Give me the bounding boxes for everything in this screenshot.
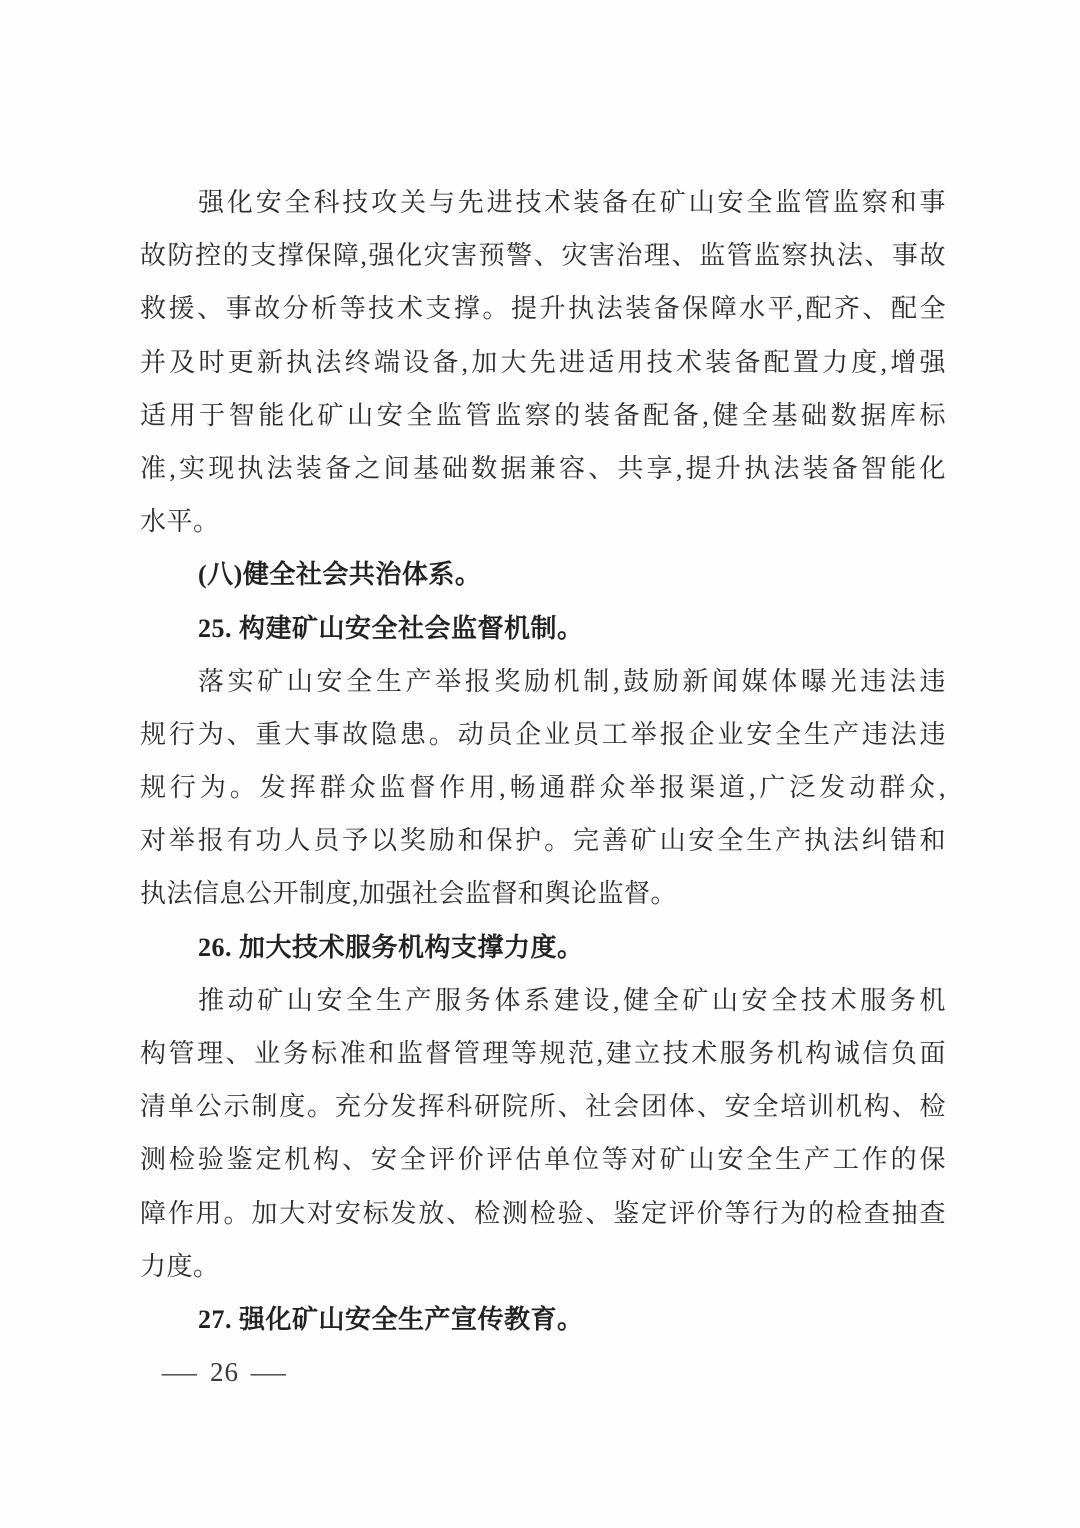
text-line: 落实矿山安全生产举报奖励机制,鼓励新闻媒体曝光违法违 bbox=[198, 666, 946, 696]
heading-line: 25. 构建矿山安全社会监督机制。 bbox=[198, 613, 584, 643]
heading-line: (八)健全社会共治体系。 bbox=[198, 560, 482, 590]
text-line: 推动矿山安全生产服务体系建设,健全矿山安全技术服务机 bbox=[198, 985, 946, 1015]
document-body bbox=[140, 176, 946, 1346]
text-line: 力度。 bbox=[140, 1251, 220, 1281]
text-line: 障作用。加大对安标发放、检测检验、鉴定评价等行为的检查抽查 bbox=[140, 1198, 946, 1228]
text-line: 救援、事故分析等技术支撑。提升执法装备保障水平,配齐、配全 bbox=[140, 294, 946, 324]
footer-left-dash: — bbox=[161, 1356, 199, 1387]
heading-line: 26. 加大技术服务机构支撑力度。 bbox=[198, 932, 584, 962]
text-line: 故防控的支撑保障,强化灾害预警、灾害治理、监管监察执法、事故 bbox=[140, 241, 946, 271]
text-line: 执法信息公开制度,加强社会监督和舆论监督。 bbox=[140, 879, 678, 909]
text-line: 构管理、业务标准和监督管理等规范,建立技术服务机构诚信负面 bbox=[140, 1039, 946, 1068]
text-line: 适用于智能化矿山安全监管监察的装备配备,健全基础数据库标 bbox=[140, 400, 946, 430]
text-line: 并及时更新执法终端设备,加大先进适用技术装备配置力度,增强 bbox=[140, 347, 946, 377]
page-number: 26 bbox=[210, 1356, 239, 1387]
page-footer bbox=[161, 1350, 288, 1394]
heading-line: 27. 强化矿山安全生产宣传教育。 bbox=[198, 1304, 584, 1334]
text-line: 清单公示制度。充分发挥科研院所、社会团体、安全培训机构、检 bbox=[140, 1092, 946, 1122]
text-line: 水平。 bbox=[140, 507, 220, 537]
text-line: 规行为。发挥群众监督作用,畅通群众举报渠道,广泛发动群众, bbox=[140, 773, 946, 803]
text-line: 对举报有功人员予以奖励和保护。完善矿山安全生产执法纠错和 bbox=[140, 826, 946, 856]
text-line: 准,实现执法装备之间基础数据兼容、共享,提升执法装备智能化 bbox=[140, 453, 946, 483]
text-line: 强化安全科技攻关与先进技术装备在矿山安全监管监察和事 bbox=[198, 188, 946, 217]
text-line: 规行为、重大事故隐患。动员企业员工举报企业安全生产违法违 bbox=[140, 719, 946, 749]
text-line: 测检验鉴定机构、安全评价评估单位等对矿山安全生产工作的保 bbox=[140, 1145, 946, 1175]
footer-right-dash: — bbox=[250, 1356, 288, 1387]
